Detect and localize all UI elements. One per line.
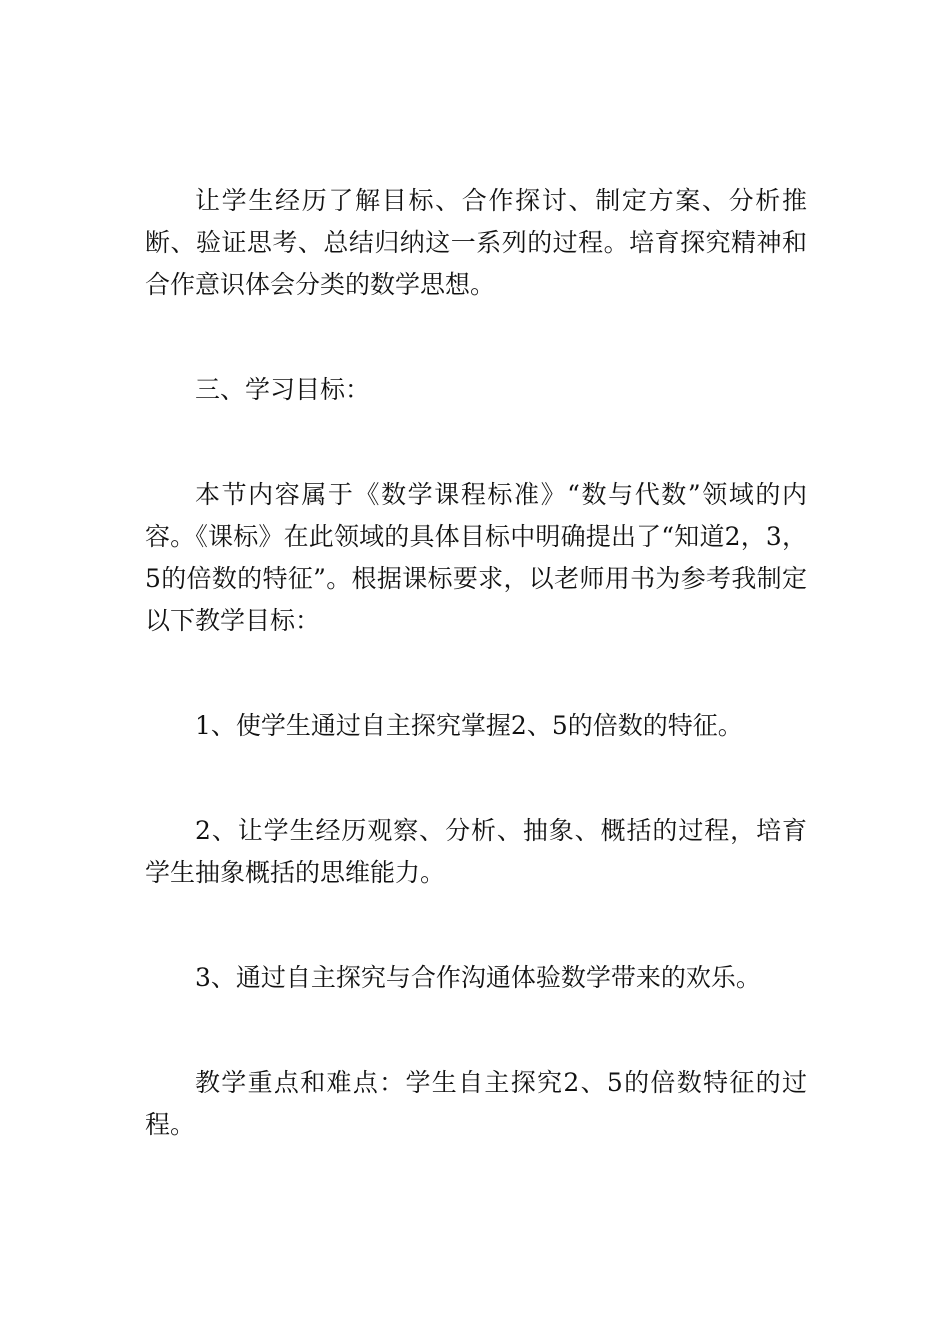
- paragraph-key-difficulty: 教学重点和难点：学生自主探究2、5的倍数特征的过程。: [145, 1068, 807, 1139]
- section-heading-learning-goals: 三、学习目标：: [195, 375, 371, 404]
- paragraph-process-goal: 让学生经历了解目标、合作探讨、制定方案、分析推断、验证思考、总结归纳这一系列的过程。培育探究精神和合作意识体会分类的数学思想。: [145, 186, 807, 299]
- paragraph-curriculum-standard: 本节内容属于《数学课程标准》“数与代数”领域的内容。《课标》在此领域的具体目标中明确提出了“知道2，3，5的倍数的特征”。根据课标要求，以老师用书为参考我制定以下教学目标：: [145, 480, 807, 635]
- list-item-goal-1: 1、使学生通过自主探究掌握2、5的倍数的特征。: [195, 711, 743, 740]
- list-item-goal-3: 3、通过自主探究与合作沟通体验数学带来的欢乐。: [195, 963, 761, 992]
- document-body: [145, 180, 807, 1146]
- list-item-goal-2: 2、让学生经历观察、分析、抽象、概括的过程，培育学生抽象概括的思维能力。: [145, 816, 807, 887]
